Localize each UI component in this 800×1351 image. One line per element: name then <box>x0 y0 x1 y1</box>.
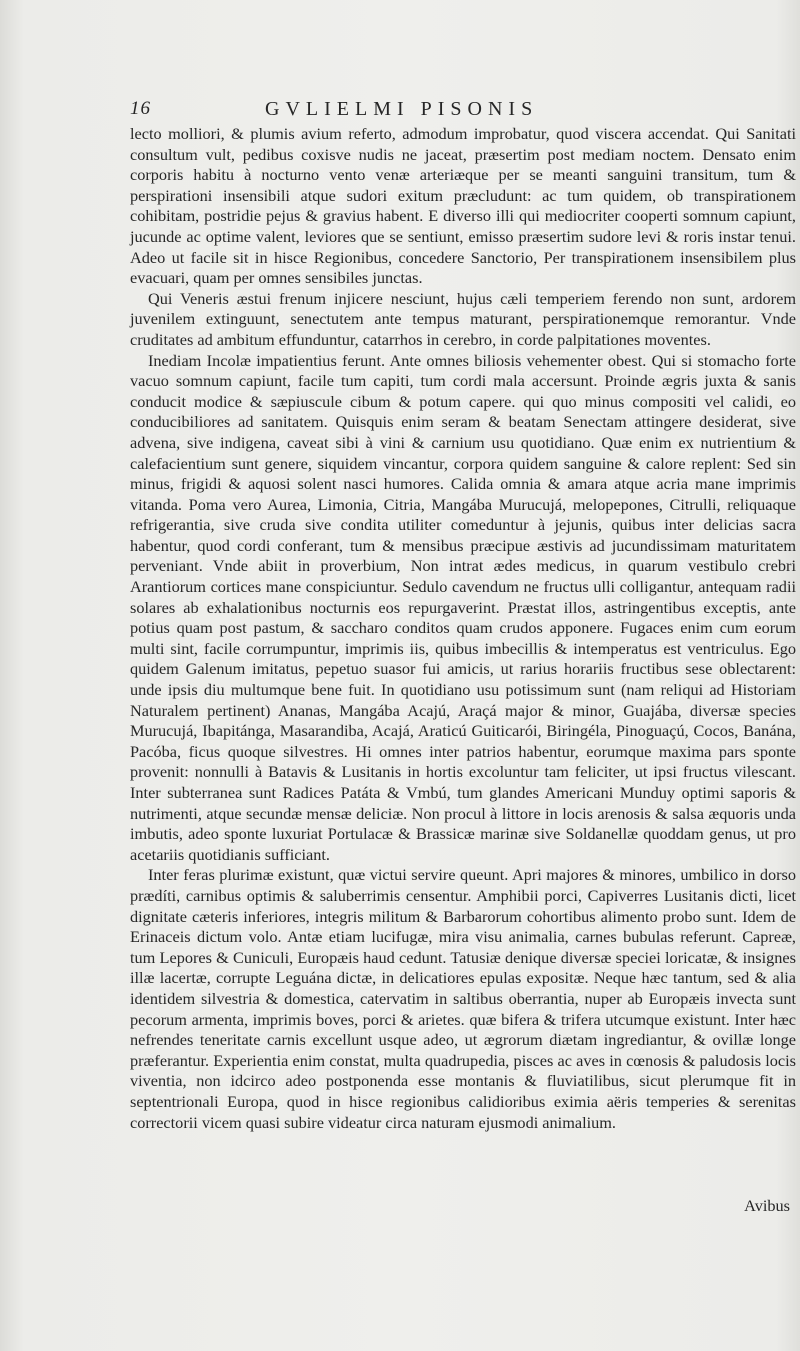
running-title: GVLIELMI PISONIS <box>265 98 539 120</box>
paragraph-2: Qui Veneris æstui frenum injicere nesciunt, hujus cæli temperiem ferendo non sunt, ardorem juvenilem extinguunt, senectutem ante tempus maturant, perspirationemque remorantur. Vnde cruditates ad ambitum effunduntur, catarrhos in cerebro, in corde palpitationes moventes. <box>130 288 796 349</box>
catchword: Avibus <box>744 1196 790 1215</box>
page-number: 16 <box>130 98 151 119</box>
paragraph-3: Inediam Incolæ impatientius ferunt. Ante omnes biliosis vehementer obest. Qui si stomacho forte vacuo somnum capiunt, facile tum capiti, tum cordi mala accersunt. Proinde ægris juxta & sanis conducit modice & sæpiuscule cibum & potum capere. qui quo minus compositi vel calidi, eo conducibiliores ad sanitatem. Quisquis enim seram & beatam Senectam attingere desiderat, sive advena, sive indigena, caveat sibi à vini & carnium usu quotidiano. Quæ enim ex nutrientium & calefacientium sunt genere, siquidem vincantur, corpora quidem sanguine & calore replent: Sed sin minus, frigidi & aquosi solent nasci humores. Calida omnia & amara atque acria mane imprimis vitanda. Poma vero Aurea, Limonia, Citria, Mangába Murucujá, melopepones, Citrulli, reliquaque refrigerantia, sive cruda sive condita utiliter comeduntur à jejunis, quibus inter delicias sacra habentur, quod cordi conferant, tum & mensibus præcipue æstivis ad jucundissimam maturitatem perveniant. Vnde abiit in proverbium, Non intrat ædes medicus, in quarum vestibulo crebri Arantiorum cortices mane conspiciuntur. Sedulo cavendum ne fructus ulli colligantur, antequam radii solares ab exhalationibus nocturnis eos repurgaverint. Præstat illos, astringentibus exceptis, ante potius quam post pastum, & saccharo conditos quam crudos apponere. Fugaces enim cum eorum multi sint, facile corrumpuntur, imprimis iis, quibus imbecillis & intemperatus est ventriculus. Ego quidem Galenum imitatus, pepetuo suasor fui amicis, ut rarius horariis fructibus sese oblectarent: unde ipsis diu multumque bene fuit. In quotidiano usu potissimum sunt (nam reliqui ad Historiam Naturalem pertinent) Ananas, Mangába Acajú, Araçá major & minor, Guajába, diversæ species Murucujá, Ibapitánga, Masarandiba, Acajá, Araticú Guiticarói, Biringéla, Pinoguaçú, Cocos, Banána, Pacóba, ficus quoque silvestres. Hi omnes inter patrios habentur, eorumque maxima pars sponte provenit: nonnulli à Batavis & Lusitanis in hortis excoluntur tam feliciter, ut ipsi fructus vilescant. Inter subterranea sunt Radices Patáta & Vmbú, tum glandes Americani Munduy optimi saporis & nutrimenti, atque secundæ mensæ deliciæ. Non procul à littore in locis arenosis & salsa æquoris unda imbutis, adeo sponte luxuriat Portulacæ & Brassicæ marinæ sive Soldanellæ quoddam genus, ut pro acetariis quotidianis sufficiant. <box>130 350 796 864</box>
paragraph-1: lecto molliori, & plumis avium referto, admodum improbatur, quod viscera accendat. Qui Sanitati consultum vult, pedibus coxisve nudis ne jaceat, præsertim post mediam noctem. Densato enim corporis habitu à nocturno vento venæ arteriæque per se meanti sanguini transitum, tum & perspirationi insensibili atque sudori exitum præcludunt: ac tum quidem, ob transpirationem cohibitam, postridie pejus & gravius habent. E diverso illi qui mediocriter cooperti somnum capiunt, jucunde ac optime valent, leviores que se sentiunt, emisso præsertim sudore levi & roris instar tenui. Adeo ut facile sit in hisce Regionibus, concedere Sanctorio, Per transpirationem insensibilem plus evacuari, quam per omnes sensibiles junctas. <box>130 124 796 288</box>
running-head <box>130 98 795 126</box>
body-text <box>130 124 796 1133</box>
paragraph-4: Inter feras plurimæ existunt, quæ victui servire queunt. Apri majores & minores, umbilico in dorso prædíti, carnibus optimis & saluberrimis censentur. Amphibii porci, Capiverres Lusitanis dicti, licet dignitate cæteris inferiores, integris militum & Barbarorum cohortibus alimento probo sunt. Idem de Erinaceis dictum volo. Antæ etiam lucifugæ, mira visu animalia, carnes bubulas referunt. Capreæ, tum Lepores & Cuniculi, Europæis haud cedunt. Tatusiæ denique diversæ speciei loricatæ, & insignes illæ lacertæ, corrupte Leguána dictæ, in delicatiores epulas expositæ. Neque hæc tantum, sed & alia identidem silvestria & domestica, catervatim in saltibus oberrantia, nuper ab Europæis invecta sunt pecorum armenta, imprimis boves, porci & arietes. quæ bifera & trifera utcumque existunt. Inter hæc nefrendes teneritate carnis excellunt usque adeo, ut ægrorum diætam ingrediantur, & ovillæ longe præferantur. Experientia enim constat, multa quadrupedia, pisces ac aves in cœnosis & paludosis locis viventia, non idcirco adeo postponenda esse montanis & fluviatilibus, sicut plerumque fit in septentrionali Europa, quod in hisce regionibus calidioribus eximia aëris temperies & serenitas correctorii vicem quasi subire videatur circa naturam ejusmodi animalium. <box>130 865 796 1132</box>
